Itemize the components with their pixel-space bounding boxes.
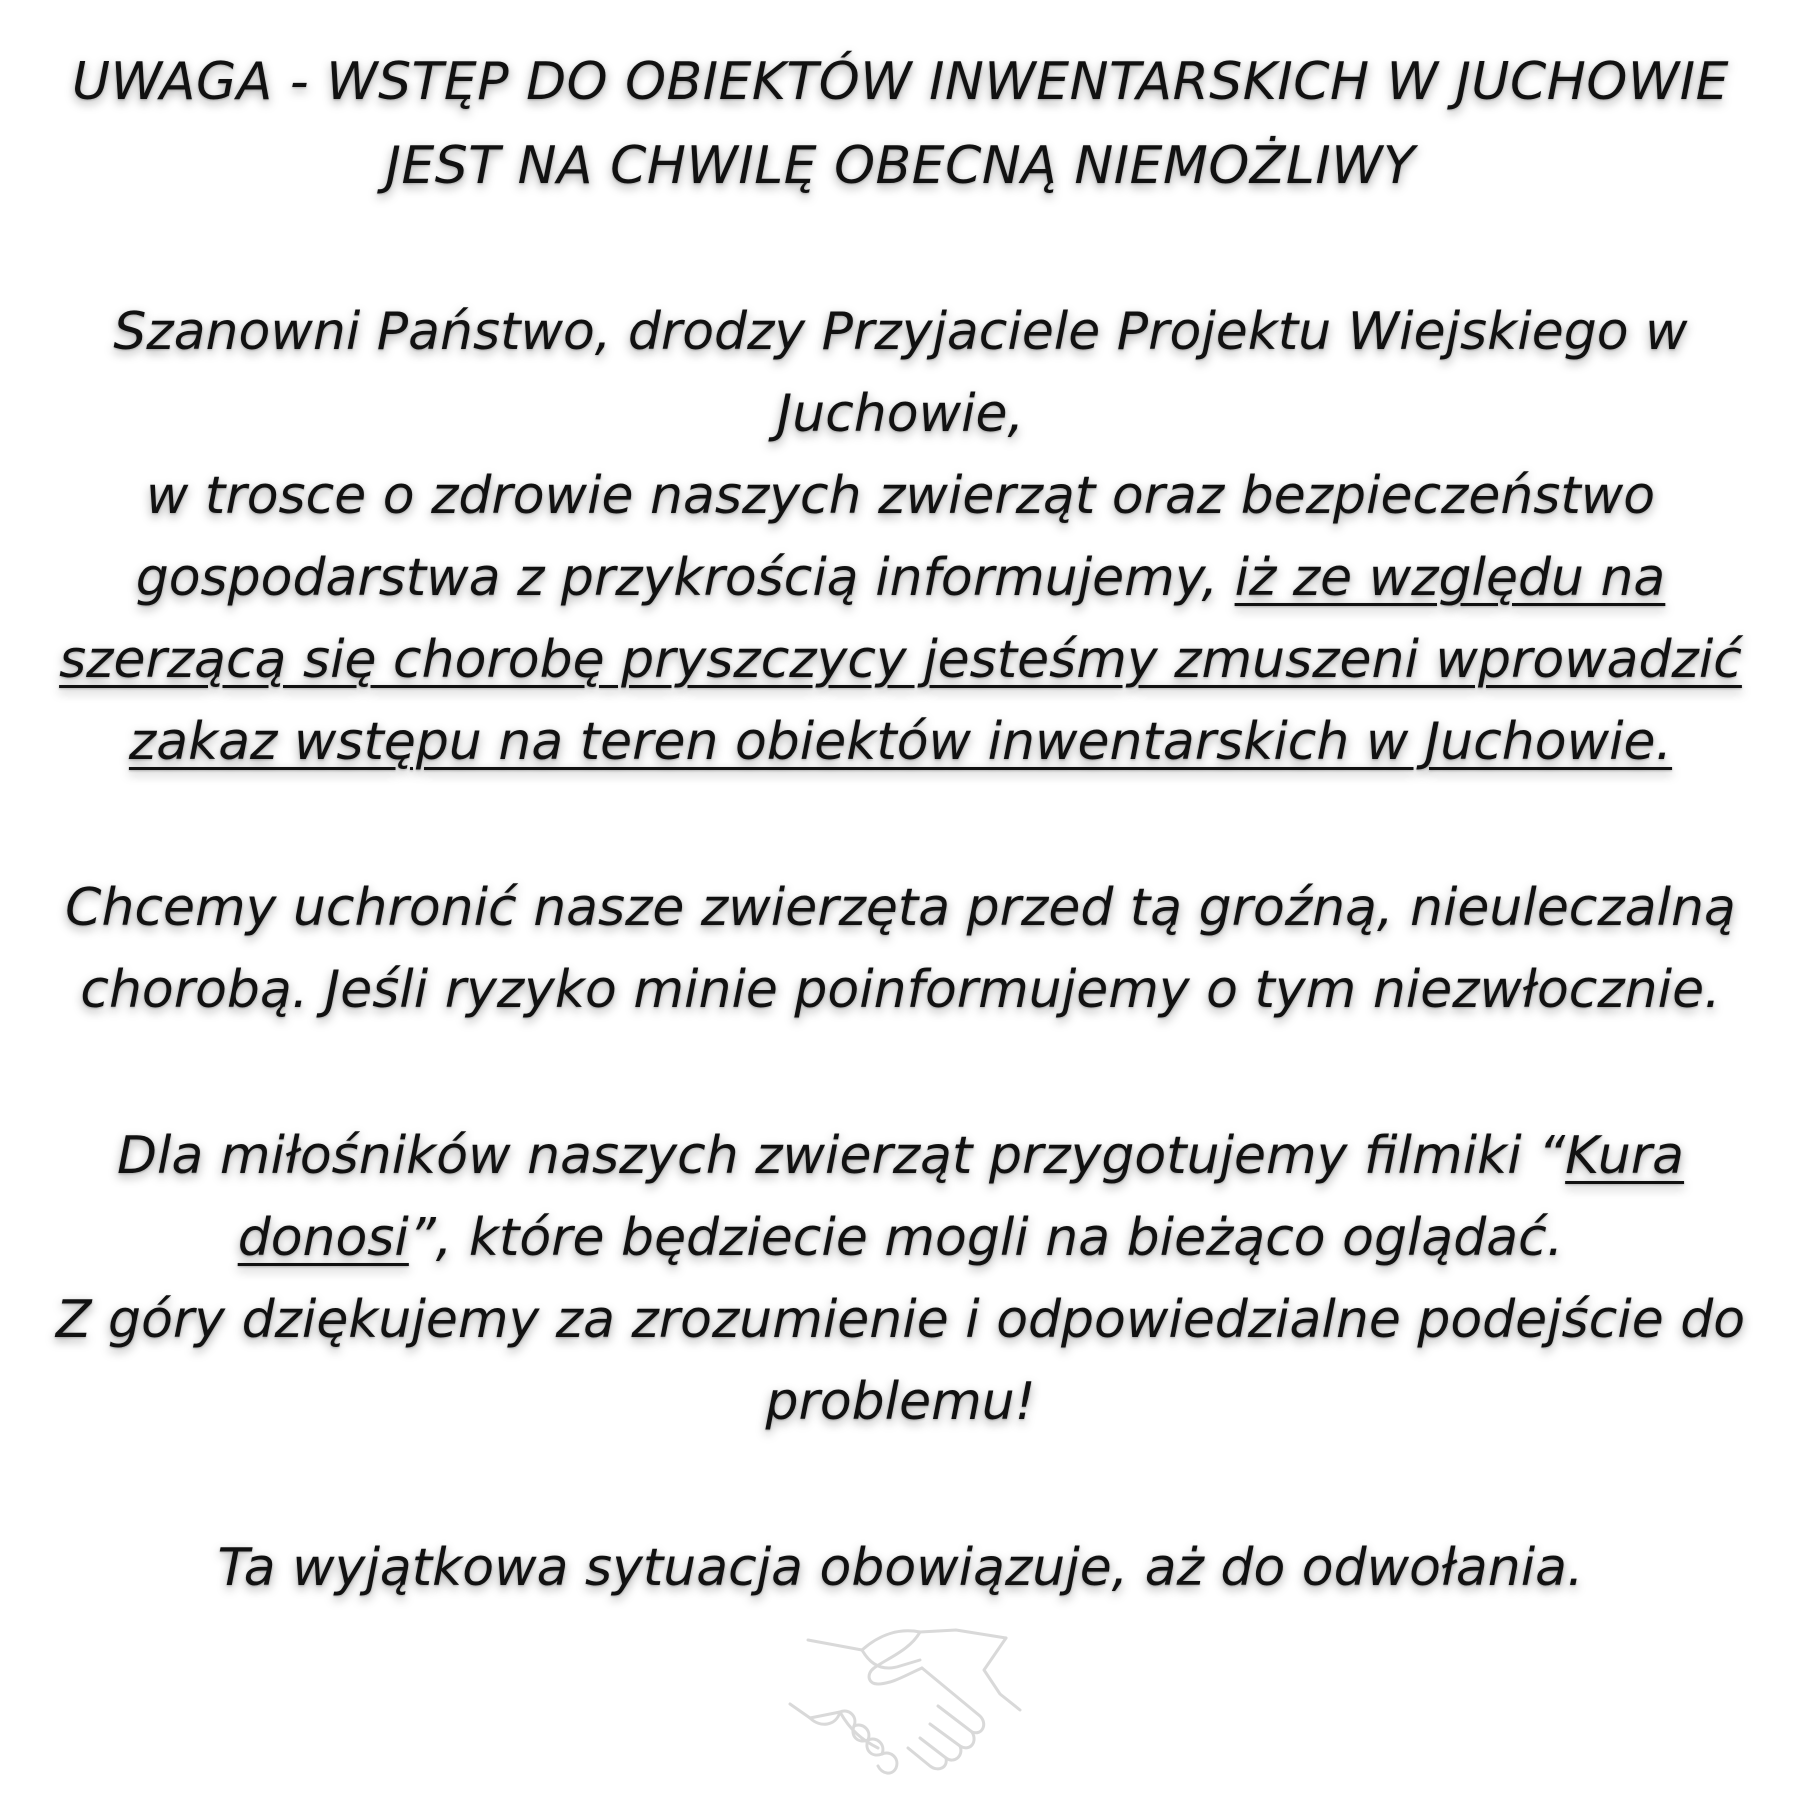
paragraph-3-line-3: Z góry dziękujemy za zrozumienie i odpowiedzialne podejście do xyxy=(55,1290,1746,1350)
paragraph-2-line-2: chorobą. Jeśli ryzyko minie poinformujemy o tym niezwłocznie. xyxy=(80,960,1721,1020)
notice-title-line-1: UWAGA - WSTĘP DO OBIEKTÓW INWENTARSKICH W JUCHOWIE xyxy=(72,52,1729,112)
paragraph-4-line-1: Ta wyjątkowa sytuacja obowiązuje, aż do odwołania. xyxy=(217,1538,1584,1598)
kura-donosi-link-part-2: donosi xyxy=(237,1208,409,1268)
paragraph-1-line-5 xyxy=(0,630,1801,690)
kura-donosi-link-part-1: Kura xyxy=(1565,1126,1685,1186)
paragraph-3-line-4: problemu! xyxy=(765,1372,1036,1432)
paragraph-1-line-3: w trosce o zdrowie naszych zwierząt oraz bezpieczeństwo xyxy=(145,466,1656,526)
paragraph-3-line-1 xyxy=(0,1126,1801,1186)
underlined-notice-middle: szerzącą się chorobę pryszczycy jesteśmy zmuszeni wprowadzić xyxy=(59,630,1742,690)
paragraph-3-line-2 xyxy=(0,1208,1801,1268)
paragraph-1-line-6 xyxy=(0,712,1801,772)
paragraph-2-line-1: Chcemy uchronić nasze zwierzęta przed tą groźną, nieuleczalną xyxy=(65,878,1736,938)
paragraph-3-line-1-text: Dla miłośników naszych zwierząt przygotujemy filmiki “ xyxy=(116,1126,1566,1186)
paragraph-1-line-1: Szanowni Państwo, drodzy Przyjaciele Projektu Wiejskiego w xyxy=(113,302,1688,362)
underlined-notice-end: zakaz wstępu na teren obiektów inwentarskich w Juchowie. xyxy=(128,712,1673,772)
handshake-icon xyxy=(770,1620,1040,1790)
paragraph-1-line-4 xyxy=(0,548,1801,608)
paragraph-1-line-2: Juchowie, xyxy=(776,384,1025,444)
underlined-notice-start: iż ze względu na xyxy=(1234,548,1666,608)
notice-title-line-2: JEST NA CHWILĘ OBECNĄ NIEMOŻLIWY xyxy=(385,136,1416,196)
paragraph-1-line-4-text: gospodarstwa z przykrością informujemy, xyxy=(135,548,1235,608)
paragraph-3-line-2-text: ”, które będziecie mogli na bieżąco oglądać. xyxy=(408,1208,1564,1268)
